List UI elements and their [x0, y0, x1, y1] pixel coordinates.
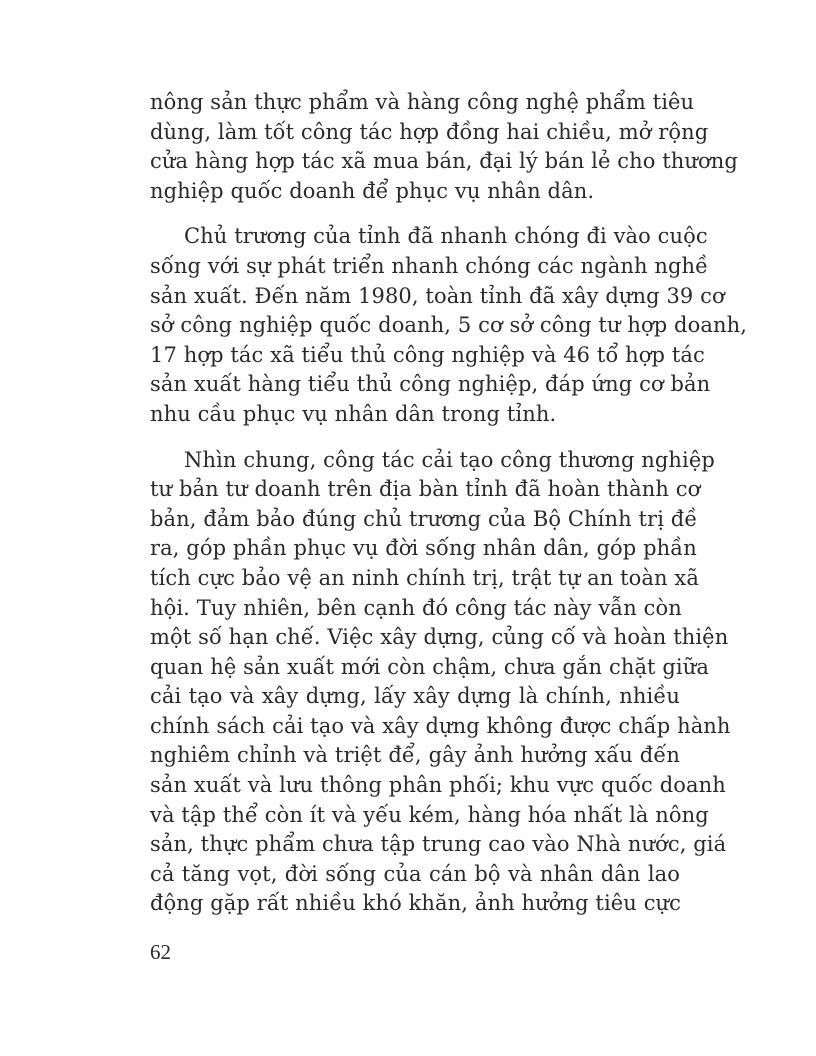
text-line: cả tăng vọt, đời sống của cán bộ và nhân dân lao: [150, 861, 680, 886]
page-number: 62: [150, 940, 171, 964]
text-line: hội. Tuy nhiên, bên cạnh đó công tác này vẫn còn: [150, 595, 682, 620]
paragraph-1: [150, 88, 738, 206]
text-line: sở công nghiệp quốc doanh, 5 cơ sở công tư hợp doanh,: [150, 313, 747, 338]
paragraph-2: [150, 222, 747, 429]
text-line: nghiêm chỉnh và triệt để, gây ảnh hưởng xấu đến: [150, 743, 680, 768]
page-body: [150, 88, 747, 919]
text-line: nghiệp quốc doanh để phục vụ nhân dân.: [150, 178, 595, 203]
text-line: sản, thực phẩm chưa tập trung cao vào Nhà nước, giá: [150, 832, 727, 857]
text-line: cửa hàng hợp tác xã mua bán, đại lý bán lẻ cho thương: [150, 149, 738, 174]
text-line: nhu cầu phục vụ nhân dân trong tỉnh.: [150, 401, 557, 426]
text-line: bản, đảm bảo đúng chủ trương của Bộ Chính trị đề: [150, 506, 698, 531]
text-line: ra, góp phần phục vụ đời sống nhân dân, góp phần: [150, 536, 697, 561]
text-line: cải tạo và xây dựng, lấy xây dựng là chính, nhiều: [150, 684, 680, 709]
text-line: sống với sự phát triển nhanh chóng các ngành nghề: [150, 253, 709, 278]
text-line: Chủ trương của tỉnh đã nhanh chóng đi vào cuộc: [184, 224, 708, 249]
text-line: tư bản tư doanh trên địa bàn tỉnh đã hoàn thành cơ: [150, 477, 701, 502]
text-line: nông sản thực phẩm và hàng công nghệ phẩm tiêu: [150, 90, 695, 114]
text-line: một số hạn chế. Việc xây dựng, củng cố và hoàn thiện: [150, 625, 729, 650]
text-line: 17 hợp tác xã tiểu thủ công nghiệp và 46 tổ hợp tác: [150, 342, 705, 367]
text-line: quan hệ sản xuất mới còn chậm, chưa gắn chặt giữa: [150, 654, 709, 679]
text-line: sản xuất. Đến năm 1980, toàn tỉnh đã xây dựng 39 cơ: [150, 283, 725, 308]
text-line: chính sách cải tạo và xây dựng không được chấp hành: [150, 713, 731, 738]
text-line: sản xuất hàng tiểu thủ công nghiệp, đáp ứng cơ bản: [150, 372, 711, 397]
text-line: động gặp rất nhiều khó khăn, ảnh hưởng tiêu cực: [150, 891, 682, 916]
text-line: tích cực bảo vệ an ninh chính trị, trật tự an toàn xã: [150, 565, 699, 590]
text-line: Nhìn chung, công tác cải tạo công thương nghiệp: [184, 447, 715, 472]
text-line: sản xuất và lưu thông phân phối; khu vực quốc doanh: [150, 773, 726, 798]
text-line: và tập thể còn ít và yếu kém, hàng hóa nhất là nông: [150, 802, 709, 827]
paragraph-3: [150, 446, 731, 920]
text-line: dùng, làm tốt công tác hợp đồng hai chiều, mở rộng: [150, 119, 709, 144]
